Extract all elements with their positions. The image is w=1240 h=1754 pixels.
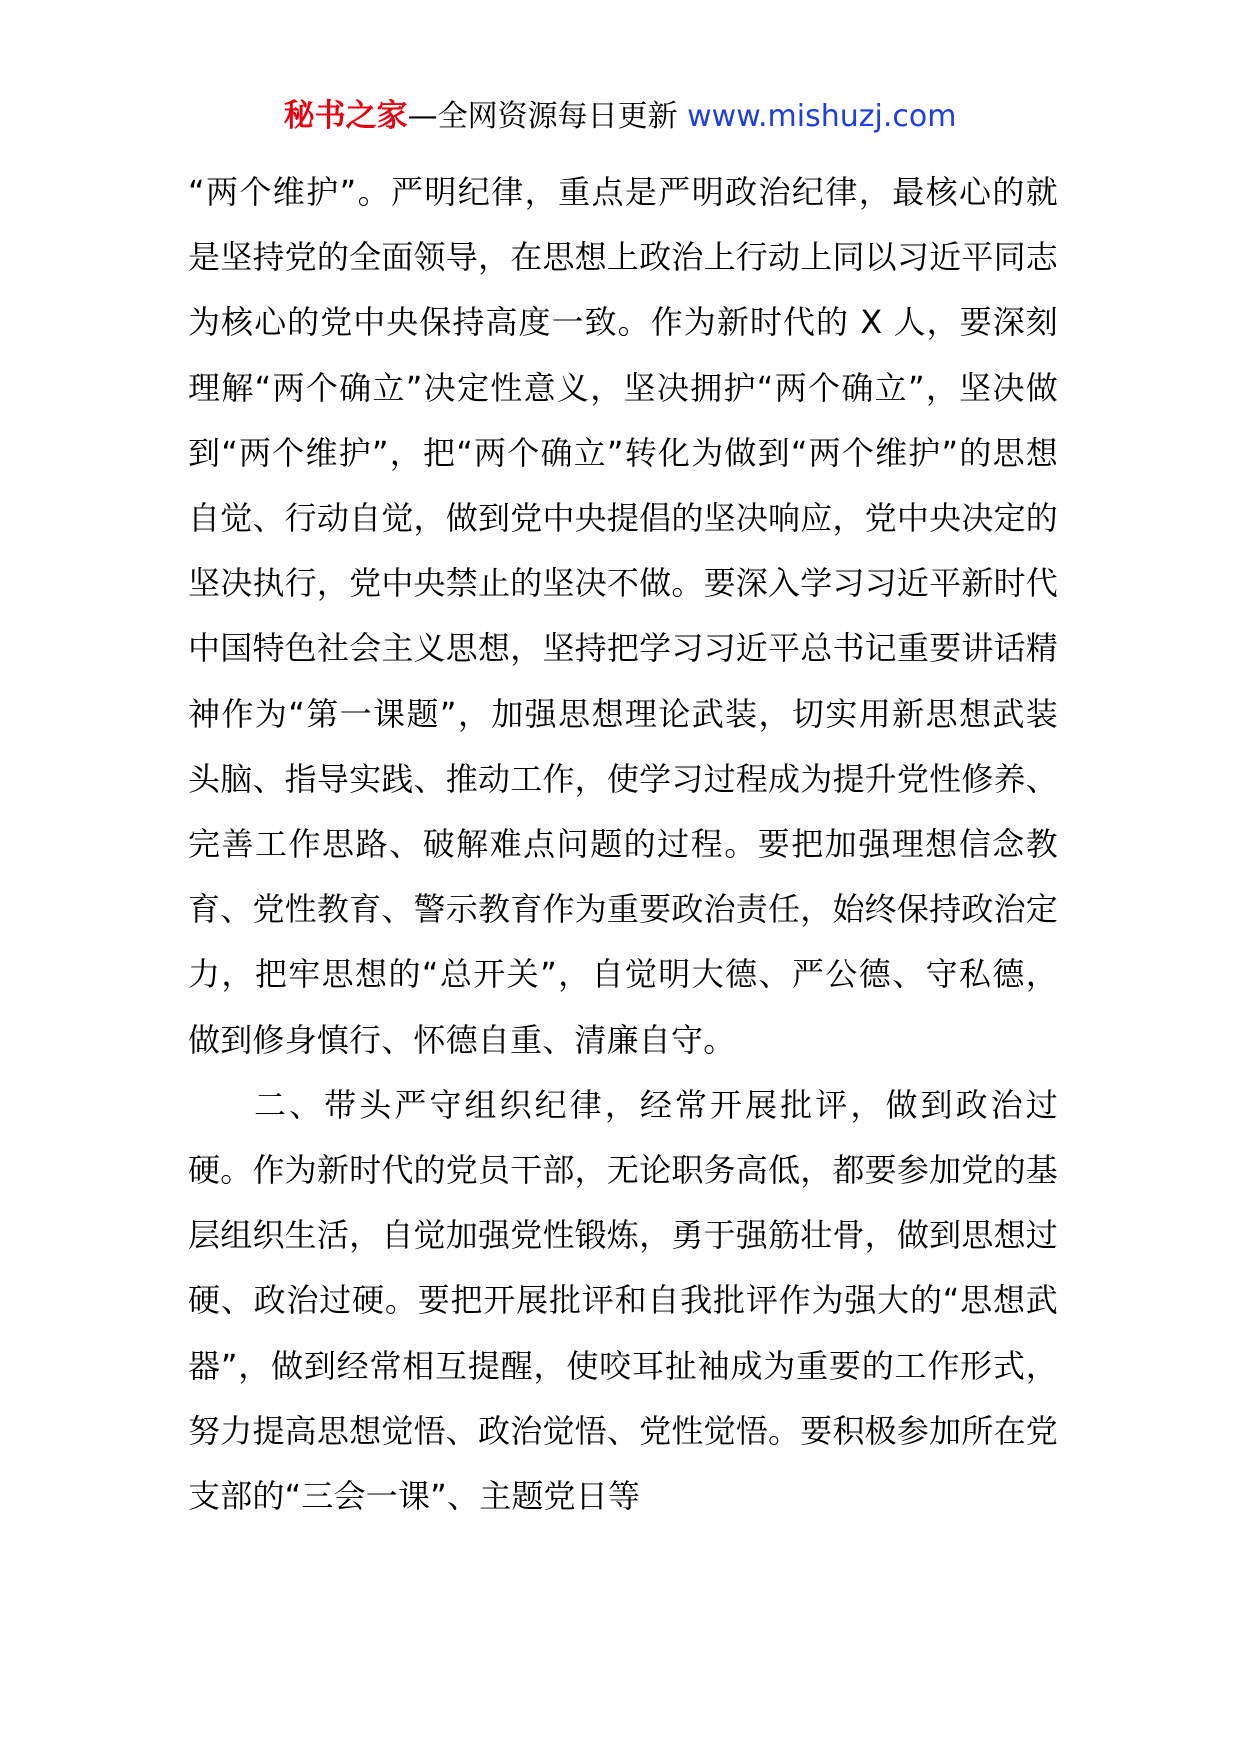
brand-name: 秘书之家: [283, 98, 408, 134]
header-tagline: —全网资源每日更新: [407, 99, 678, 134]
site-url: www.mishuzj.com: [687, 99, 957, 134]
paragraph-continued: “两个维护”。严明纪律，重点是严明政治纪律，最核心的就是坚持党的全面领导，在思想上政治上行动上同以习近平同志为核心的党中央保持高度一致。作为新时代的 X 人，要深刻理解“两个确立”决定性意义，坚决拥护“两个确立”，坚决做到“两个维护”，把“两个确立”转化为做到“两个维护”的思想自觉、行动自觉，做到党中央提倡的坚决响应，党中央决定的坚决执行，党中央禁止的坚决不做。要深入学习习近平新时代中国特色社会主义思想，坚持把学习习近平总书记重要讲话精神作为“第一课题”，加强思想理论武装，切实用新思想武装头脑、指导实践、推动工作，使学习过程成为提升党性修养、完善工作思路、破解难点问题的过程。要把加强理想信念教育、党性教育、警示教育作为重要政治责任，始终保持政治定力，把牢思想的“总开关”，自觉明大德、严公德、守私德，做到修身慎行、怀德自重、清廉自守。: [188, 173, 1058, 1059]
paragraph-section-two: 二、带头严守组织纪律，经常开展批评，做到政治过硬。作为新时代的党员干部，无论职务高低，都要参加党的基层组织生活，自觉加强党性锻炼，勇于强筋壮骨，做到思想过硬、政治过硬。要把开展批评和自我批评作为强大的“思想武器”，做到经常相互提醒，使咬耳扯袖成为重要的工作形式，努力提高思想觉悟、政治觉悟、党性觉悟。要积极参加所在党支部的“三会一课”、主题党日等: [188, 1085, 1058, 1516]
document-body: [188, 160, 1058, 1529]
page-header: [0, 96, 1240, 137]
